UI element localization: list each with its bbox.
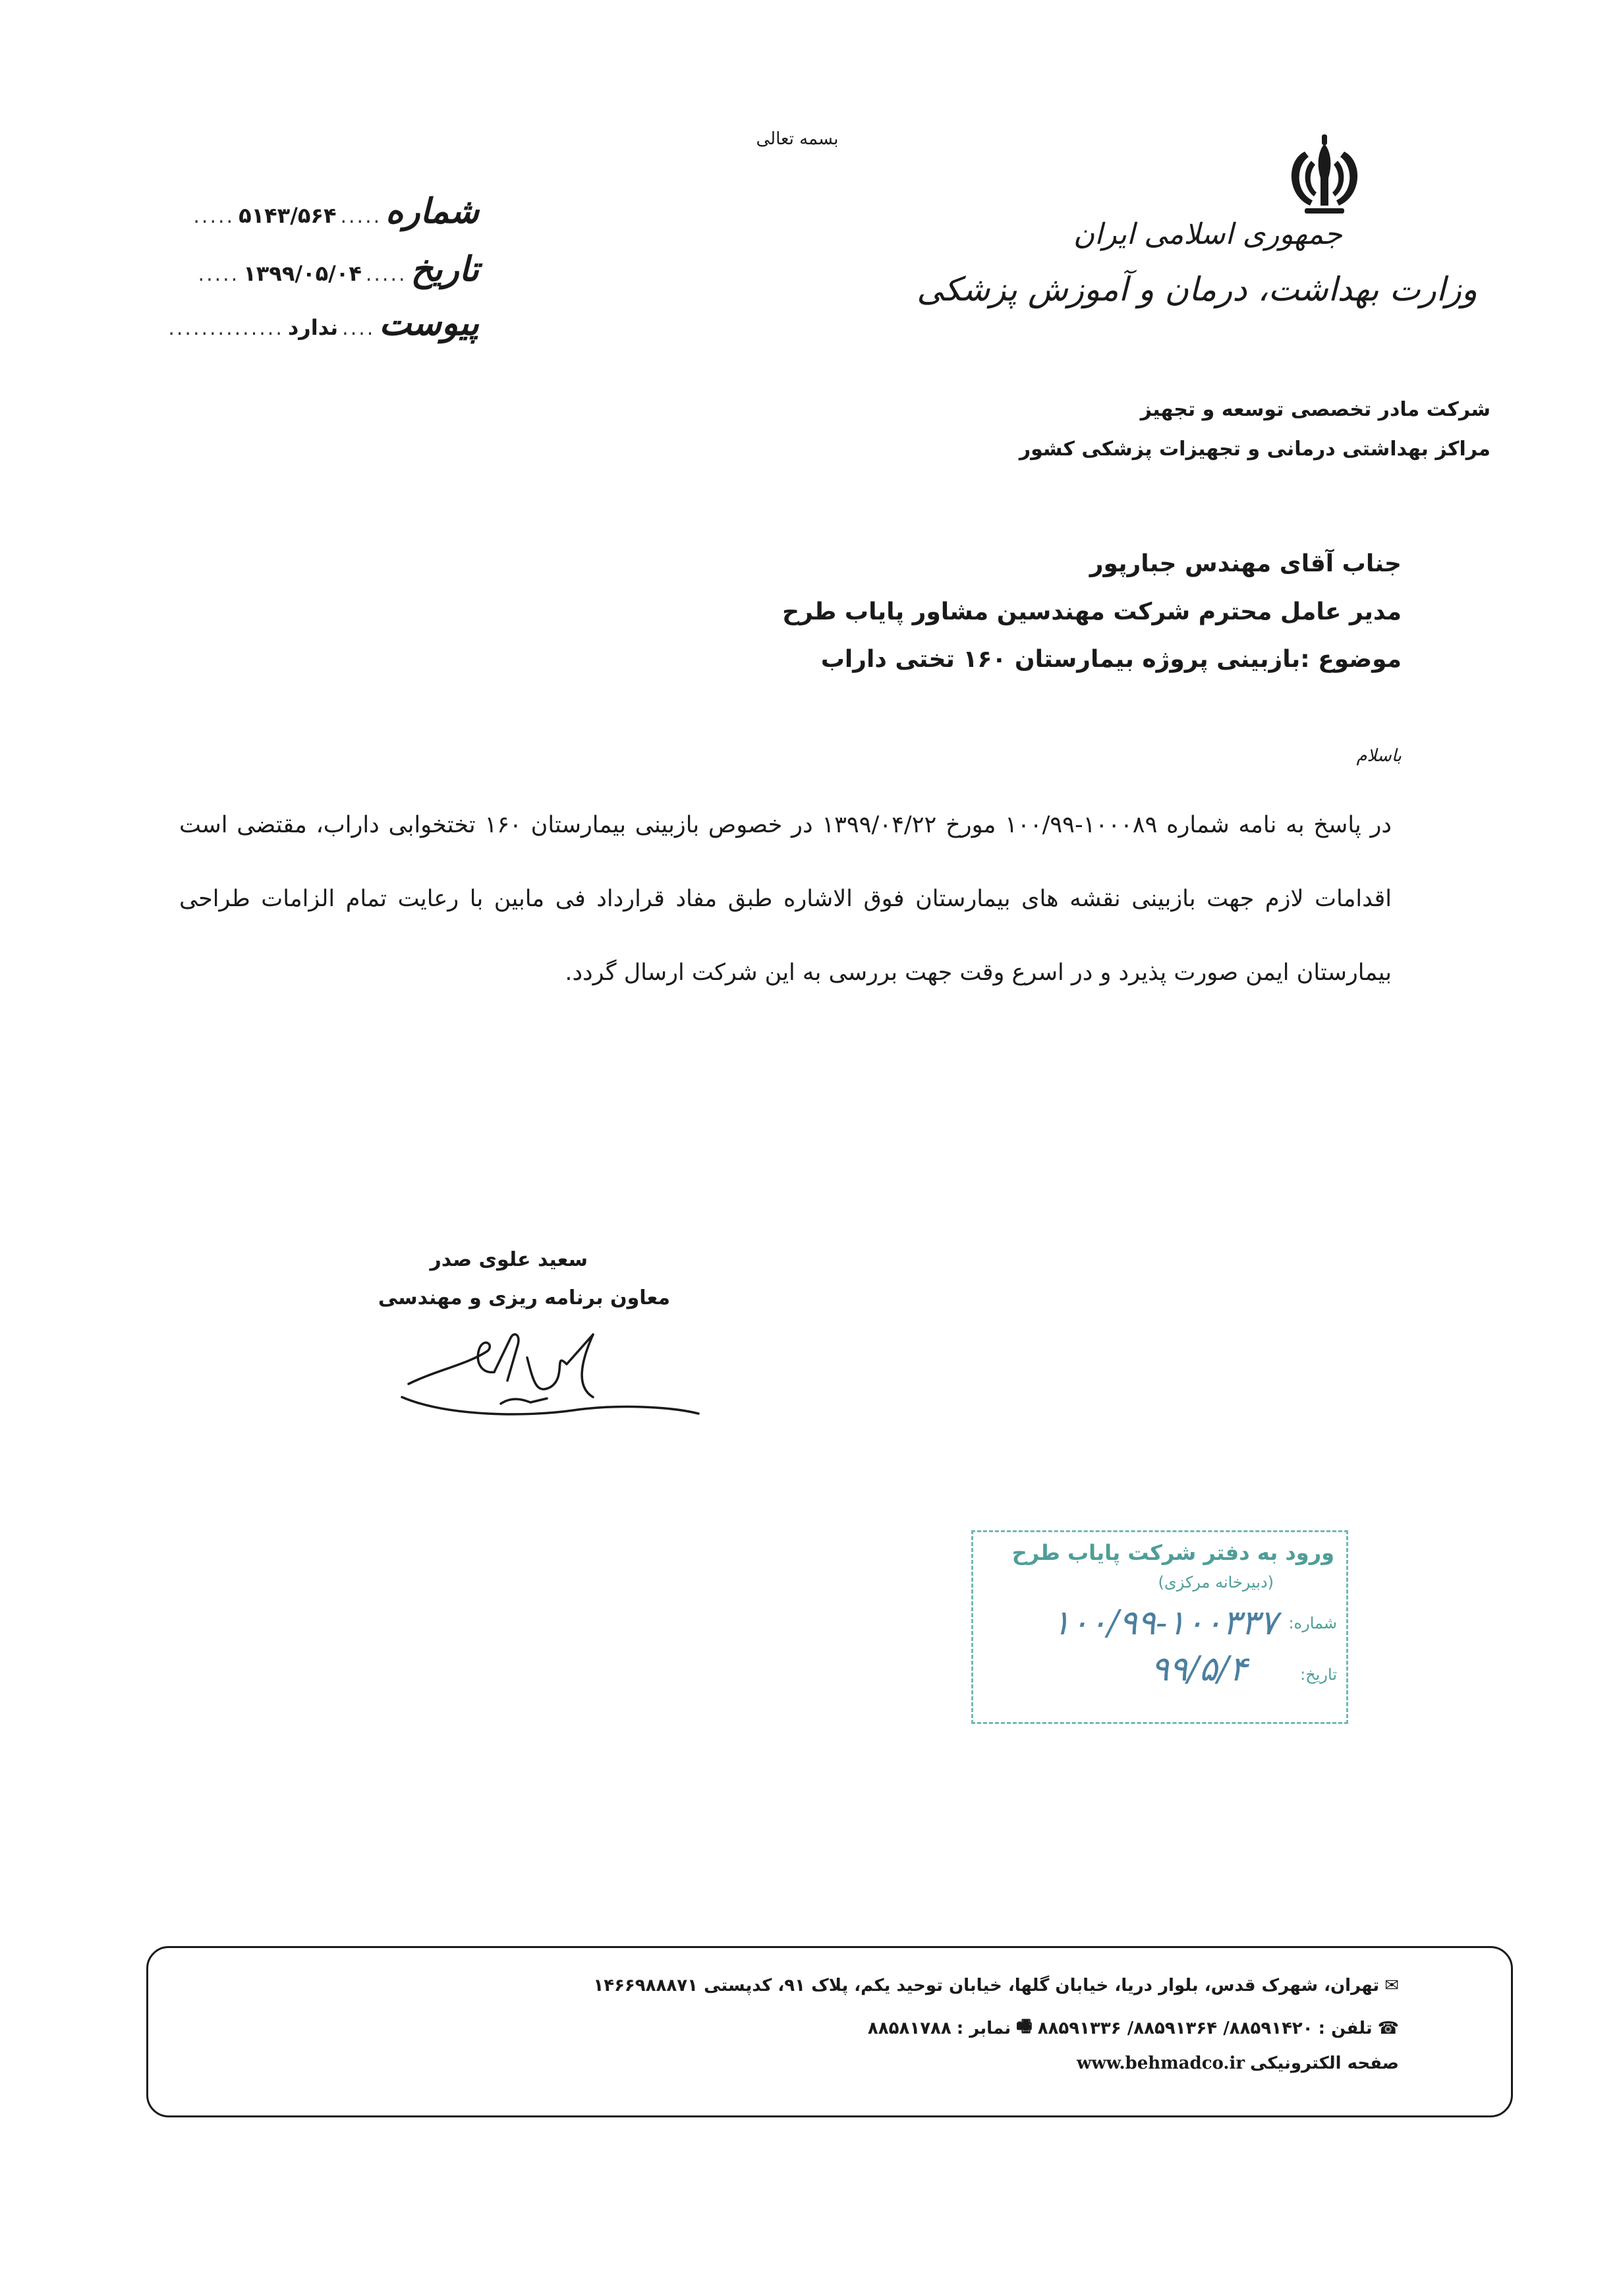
fax-icon: 🖷: [1016, 2017, 1033, 2036]
footer-website: [1077, 2053, 1399, 2073]
phone-icon: ☎: [1377, 2019, 1399, 2038]
stamp-subtitle: (دبیرخانه مرکزی): [1158, 1573, 1274, 1592]
number-value: ۵۱۴۳/۵۶۴: [239, 203, 337, 228]
bismillah: بسمه تعالی: [756, 129, 839, 149]
company-name-line-2: مراکز بهداشتی درمانی و تجهیزات پزشکی کشور: [1019, 438, 1491, 461]
stamp-number-label: شماره:: [1288, 1614, 1337, 1632]
website-link[interactable]: www.behmadco.ir: [1076, 2053, 1245, 2073]
attachment-value: ندارد: [287, 315, 339, 340]
fax-label: نمابر :: [956, 2019, 1011, 2038]
phone-label: تلفن :: [1318, 2019, 1373, 2038]
letter-body: در پاسخ به نامه شماره ۱۰۰۰۸۹-۱۰۰/۹۹ مورخ ۱۳۹۹/۰۴/۲۲ در خصوص بازبینی بیمارستان ۱۶۰ تختخوابی داراب، مقتضی است اقدامات لازم جهت بازبینی نقشه های بیمارستان فوق الاشاره طبق مفاد قرارداد فی مابین با رعایت تمام الزامات طراحی بیمارستان ایمن صورت پذیرد و در اسرع وقت جهت بررسی به این شرکت ارسال گردد.: [179, 812, 1392, 986]
stamp-date-value: ۹۹/۵/۴: [1150, 1650, 1247, 1689]
letter-date: [198, 249, 479, 289]
website-label: صفحه الکترونیکی: [1250, 2053, 1399, 2073]
dots: ..............: [168, 317, 284, 340]
date-value: ۱۳۹۹/۰۵/۰۴: [243, 261, 362, 286]
letter-number: [193, 191, 479, 231]
signature: [395, 1325, 712, 1423]
dots: ....: [342, 317, 376, 340]
ministry-line-1: جمهوری اسلامی ایران: [1073, 217, 1342, 251]
ministry-line-2: وزارت بهداشت، درمان و آموزش پزشکی: [917, 270, 1477, 308]
dots: .....: [193, 205, 235, 228]
footer-address: [593, 1976, 1399, 1995]
footer-contacts: [868, 2014, 1399, 2043]
dots: .....: [198, 263, 240, 286]
emblem-icon: [1265, 132, 1384, 231]
address-text: تهران، شهرک قدس، بلوار دریا، خیابان گلها، خیابان توحید یکم، پلاک ۹۱، کدپستی ۱۴۶۶۹۸۸۸۷۱: [593, 1976, 1380, 1995]
stamp-date-label: تاریخ:: [1300, 1665, 1337, 1684]
footer-box: [146, 1946, 1513, 2117]
stamp-number-value: ۱۰۰/۹۹-۱۰۰۳۳۷: [1052, 1603, 1278, 1643]
phone-numbers: ۸۸۵۹۱۴۲۰/ ۸۸۵۹۱۳۶۴/ ۸۸۵۹۱۳۳۶: [1037, 2019, 1313, 2038]
envelope-icon: ✉: [1384, 1976, 1399, 1995]
stamp-title: ورود به دفتر شرکت پایاب طرح: [1011, 1540, 1334, 1565]
recipient-title: مدیر عامل محترم شرکت مهندسین مشاور پایاب طرح: [782, 598, 1402, 625]
number-label: شماره: [385, 191, 479, 231]
attachment-label: پیوست: [379, 303, 479, 343]
letter-attachment: [168, 303, 479, 343]
salutation: باسلام: [1356, 746, 1402, 766]
signer-title: معاون برنامه ریزی و مهندسی: [378, 1286, 670, 1309]
dots: .....: [365, 263, 407, 286]
date-label: تاریخ: [411, 249, 479, 289]
company-name-line-1: شرکت مادر تخصصی توسعه و تجهیز: [1140, 398, 1491, 421]
recipient-name: جناب آقای مهندس جبارپور: [1089, 550, 1402, 577]
reception-stamp: [971, 1530, 1348, 1724]
fax-number: ۸۸۵۸۱۷۸۸: [867, 2019, 952, 2038]
dots: .....: [340, 205, 382, 228]
letter-subject: موضوع :بازبینی پروژه بیمارستان ۱۶۰ تختی داراب: [820, 646, 1402, 673]
signer-name: سعید علوی صدر: [430, 1248, 588, 1271]
